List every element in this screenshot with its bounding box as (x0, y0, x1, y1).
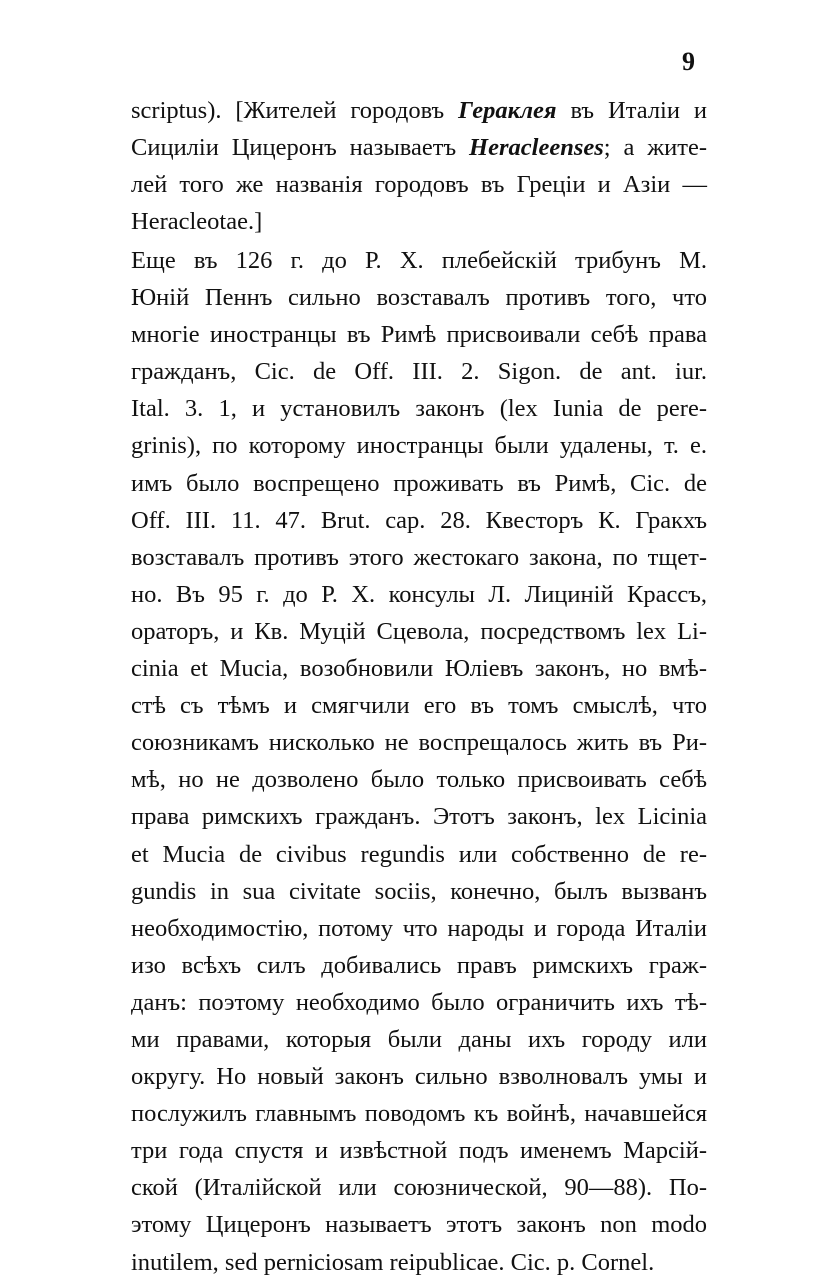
text-line: et Mucia de civibus regundis или собственно de re- (131, 840, 707, 868)
text-line: данъ: поэтому необходимо было ограничить ихъ тѣ- (131, 988, 707, 1016)
text-line (131, 129, 707, 166)
text-line: послужилъ главнымъ поводомъ къ войнѣ, начавшейся (131, 1100, 707, 1128)
text-segment: ; а жите- (603, 134, 707, 162)
emphasized-term: Heracleenses (469, 134, 604, 162)
text-line: многіе иностранцы въ Римѣ присвоивали себѣ права (131, 321, 707, 349)
text-line: этому Цицеронъ называетъ этотъ законъ non modo (131, 1211, 707, 1239)
text-line (131, 166, 707, 203)
text-segment: scriptus). [Жителей городовъ (131, 97, 459, 124)
text-line: необходимостію, потому что народы и города Италіи (131, 914, 707, 942)
text-segment: Сициліи Цицеронъ называетъ (131, 134, 470, 162)
text-line: grinis), по которому иностранцы были удалены, т. е. (131, 432, 707, 460)
text-line: стѣ съ тѣмъ и смягчили его въ томъ смыслѣ, что (131, 692, 707, 720)
paragraph-note (131, 92, 707, 240)
text-line: ской (Италійской или союзнической, 90—88). По- (131, 1174, 707, 1202)
text-line: имъ было воспрещено проживать въ Римѣ, Cic. de (131, 469, 707, 497)
text-line: мѣ, но не дозволено было только присвоивать себѣ (131, 766, 707, 794)
text-line (131, 92, 707, 129)
page-number: 9 (682, 47, 695, 76)
text-line: возставалъ противъ этого жестокаго закона, по тщет- (131, 543, 707, 571)
text-line: Off. III. 11. 47. Brut. cap. 28. Квесторъ К. Гракхъ (131, 506, 707, 534)
text-line: gundis in sua civitate sociis, конечно, былъ вызванъ (131, 877, 707, 905)
text-line: права римскихъ гражданъ. Этотъ законъ, lex Licinia (131, 803, 707, 831)
text-line: гражданъ, Cic. de Off. III. 2. Sigon. de ant. iur. (131, 358, 707, 386)
text-segment: Heracleotae.] (131, 208, 263, 236)
text-segment: въ Италіи и (556, 97, 707, 124)
text-line: союзникамъ нисколько не воспрещалось жить въ Ри- (131, 729, 707, 757)
text-line: Ital. 3. 1, и установилъ законъ (lex Iunia de pere- (131, 395, 707, 423)
text-line: cinia et Mucia, возобновили Юліевъ законъ, но вмѣ- (131, 655, 707, 683)
text-line: изо всѣхъ силъ добивались правъ римскихъ граж- (131, 951, 707, 979)
text-line: ораторъ, и Кв. Муцій Сцевола, посредствомъ lex Li- (131, 617, 707, 645)
text-line: Юній Пеннъ сильно возставалъ противъ того, что (131, 284, 707, 312)
emphasized-term: Гераклея (458, 97, 557, 124)
text-line: но. Въ 95 г. до Р. Х. консулы Л. Лициній Крассъ, (131, 580, 707, 608)
text-line: Еще въ 126 г. до Р. Х. плебейскій трибунъ М. (131, 247, 707, 274)
text-segment: лей того же названія городовъ въ Греціи и Азіи — (131, 171, 707, 199)
paragraph-main (131, 242, 707, 1281)
text-line (131, 203, 707, 240)
text-line: inutilem, sed perniciosam reipublicae. Cic. p. Cornel. (131, 1248, 655, 1276)
text-line: ми правами, которыя были даны ихъ городу или (131, 1025, 707, 1053)
text-line: округу. Но новый законъ сильно взволновалъ умы и (131, 1063, 707, 1091)
text-line: три года спустя и извѣстной подъ именемъ Марсій- (131, 1137, 707, 1165)
